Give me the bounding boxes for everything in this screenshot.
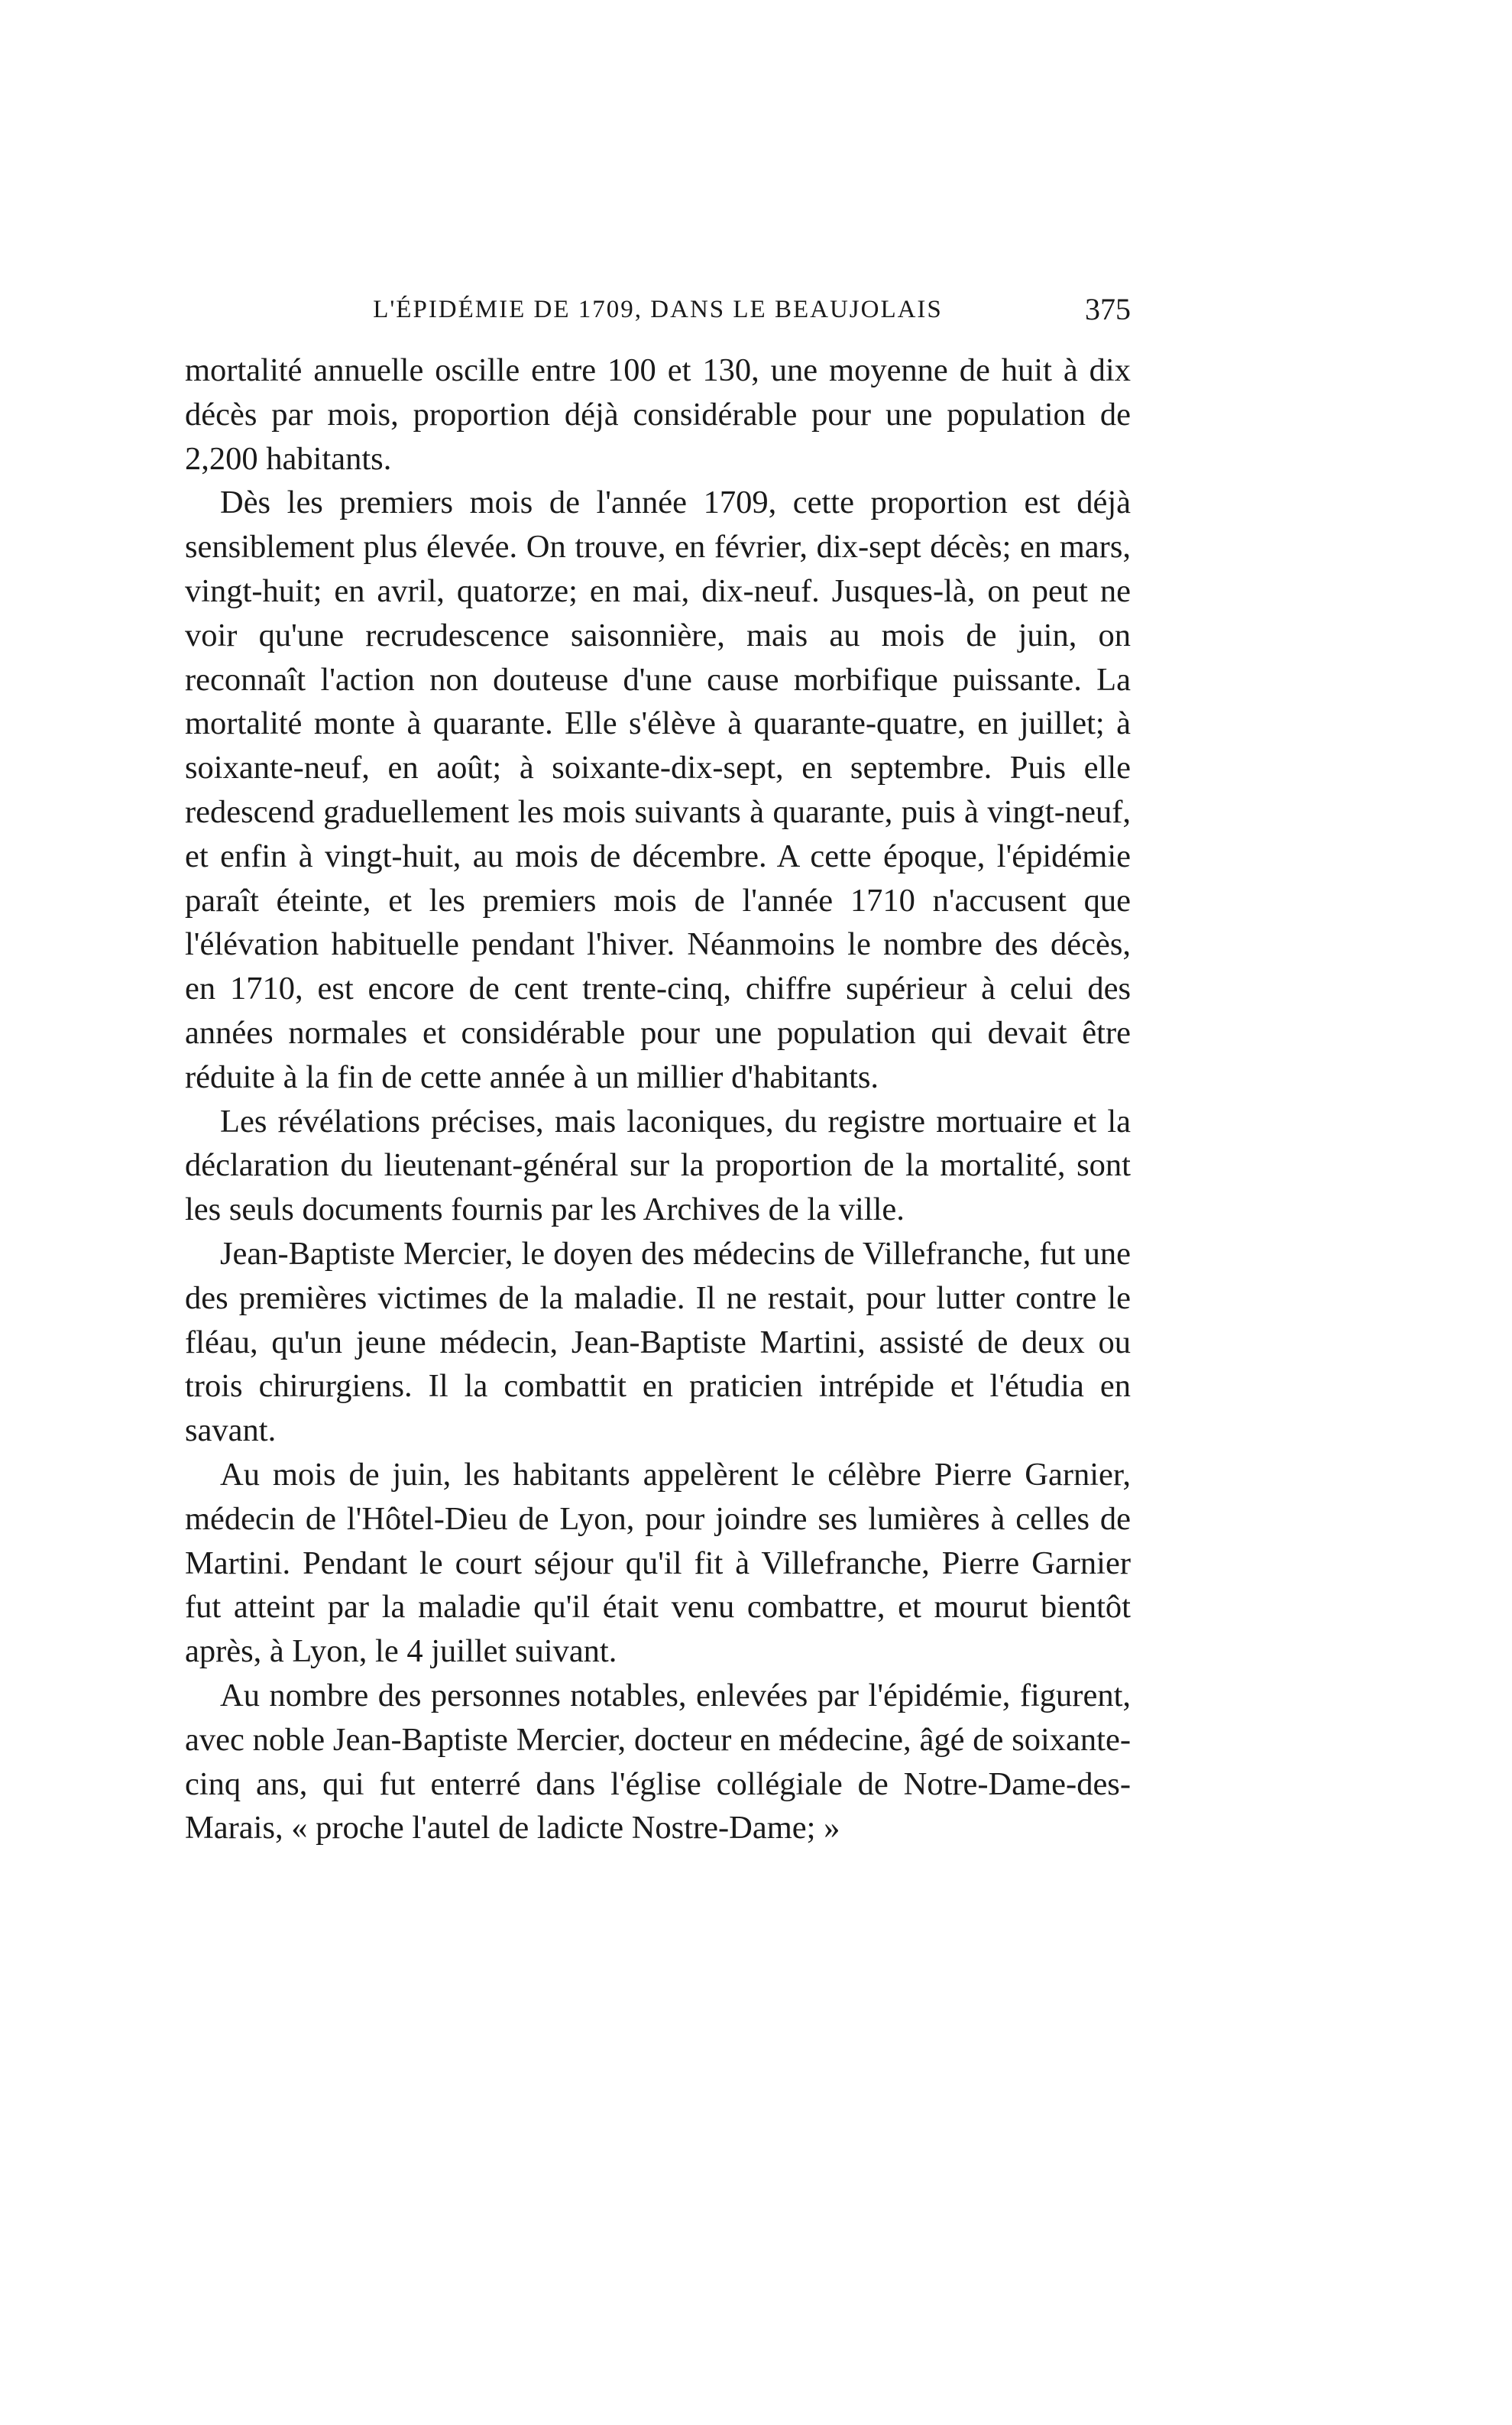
paragraph-mercier: Jean-Baptiste Mercier, le doyen des médecins de Villefranche, fut une des premières victimes de la maladie. Il ne restait, pour lutter contre le fléau, qu'un jeune médecin, Jean-Baptiste Martini, assisté de deux ou trois chirurgiens. Il la combattit en praticien intrépide et l'étudia en savant.: [185, 1235, 1131, 1449]
paragraph-garnier: Au mois de juin, les habitants appelèrent le célèbre Pierre Garnier, médecin de l'Hôtel-Dieu de Lyon, pour joindre ses lumières à celles de Martini. Pendant le court séjour qu'il fit à Villefranche, Pierre Garnier fut atteint par la maladie qu'il était venu combattre, et mourut bientôt après, à Lyon, le 4 juillet suivant.: [185, 1456, 1131, 1670]
running-head: [185, 290, 1131, 336]
paragraph-notables: Au nombre des personnes notables, enlevées par l'épidémie, figurent, avec noble Jean-Baptiste Mercier, docteur en médecine, âgé de soixante-cinq ans, qui fut enterré dans l'église collégiale de Notre-Dame-des-Marais, « proche l'autel de ladicte Nostre-Dame; »: [185, 1677, 1131, 1846]
paragraph-continuation: mortalité annuelle oscille entre 100 et 130, une moyenne de huit à dix décès par mois, proportion déjà considérable pour une population de 2,200 habitants.: [185, 352, 1131, 477]
page-number: 375: [1085, 292, 1131, 326]
running-title: L'ÉPIDÉMIE DE 1709, DANS LE BEAUJOLAIS: [373, 296, 943, 323]
paragraph-mortality-1709: Dès les premiers mois de l'année 1709, cette proportion est déjà sensiblement plus élevée. On trouve, en février, dix-sept décès; en mars, vingt-huit; en avril, quatorze; en mai, dix-neuf. Jusques-là, on peut ne voir qu'une recrudescence saisonnière, mais au mois de juin, on reconnaît l'action non douteuse d'une cause morbifique puissante. La mortalité monte à quarante. Elle s'élève à quarante-quatre, en juillet; à soixante-neuf, en août; à soixante-dix-sept, en septembre. Puis elle redescend graduellement les mois suivants à quarante, puis à vingt-neuf, et enfin à vingt-huit, au mois de décembre. A cette époque, l'épidémie paraît éteinte, et les premiers mois de l'année 1710 n'accusent que l'élévation habituelle pendant l'hiver. Néanmoins le nombre des décès, en 1710, est encore de cent trente-cinq, chiffre supérieur à celui des années normales et considérable pour une population qui devait être réduite à la fin de cette année à un millier d'habitants.: [185, 485, 1131, 1095]
body-text: [185, 349, 1131, 1850]
paragraph-archives: Les révélations précises, mais laconiques, du registre mortuaire et la déclaration du lieutenant-général sur la proportion de la mortalité, sont les seuls documents fournis par les Archives de la ville.: [185, 1103, 1131, 1228]
